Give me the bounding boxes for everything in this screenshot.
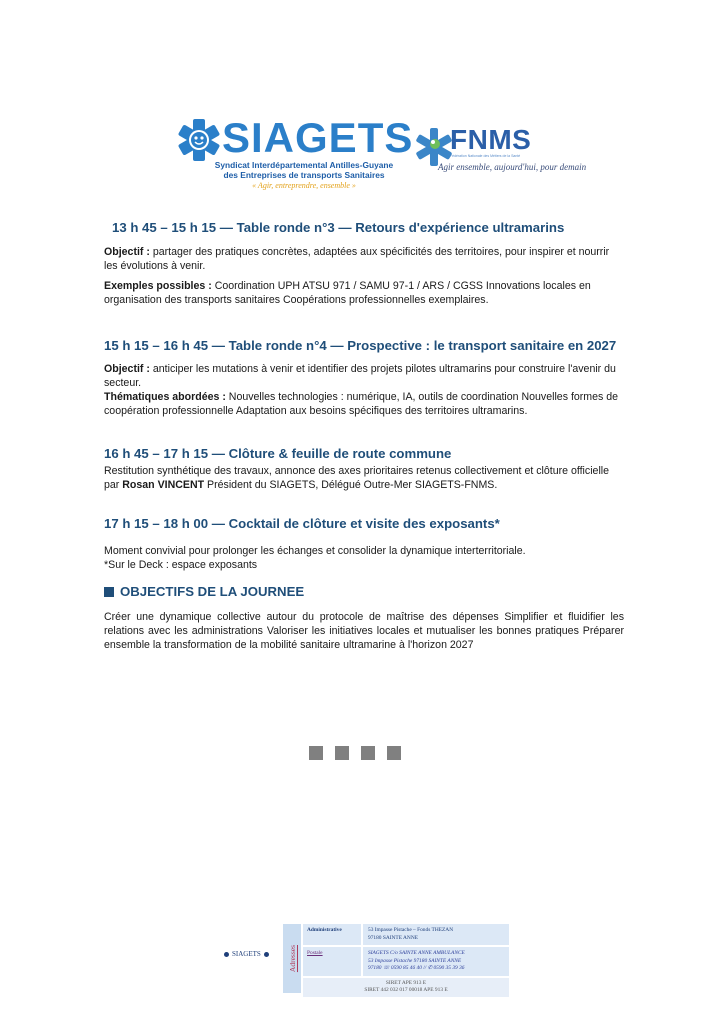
fnms-tagline: Agir ensemble, aujourd'hui, pour demain bbox=[438, 162, 587, 172]
objective-label: Objectif : bbox=[104, 246, 150, 258]
address-row-administrative bbox=[303, 924, 509, 945]
address-rows bbox=[303, 924, 509, 993]
siret-line: SIRET 442 032 017 00018 APE 913 E bbox=[364, 987, 448, 993]
themes-text: Nouvelles technologies : numérique, IA, outils de coordination Nouvelles formes de coopération professionnelle Adaptation aux besoins spécifiques des territoires ultramarins. bbox=[104, 391, 619, 417]
objectives-heading bbox=[104, 584, 624, 600]
address-line: 53 Impasse Pistache – Fonds THEZAN bbox=[368, 927, 454, 933]
session-cloture bbox=[104, 446, 624, 492]
square-bullet-icon bbox=[104, 587, 114, 597]
session-table-ronde-3 bbox=[104, 220, 624, 307]
siagets-subtitle-1: Syndicat Interdépartemental Antilles-Guyane bbox=[214, 160, 394, 170]
fnms-small-text: Fédération Nationale des Métiers de la Santé bbox=[450, 154, 521, 158]
address-line: 97180 SAINTE ANNE bbox=[368, 934, 419, 941]
examples-label: Exemples possibles : bbox=[104, 280, 212, 292]
objectives-title: OBJECTIFS DE LA JOURNEE bbox=[120, 584, 305, 599]
session-themes bbox=[104, 390, 624, 418]
bullet-icon bbox=[264, 952, 269, 957]
bullet-icon bbox=[224, 952, 229, 957]
session-title: 16 h 45 – 17 h 15 — Clôture & feuille de route commune bbox=[104, 446, 452, 461]
fnms-logo bbox=[416, 122, 587, 182]
separator-square-icon bbox=[309, 746, 323, 760]
siret-block bbox=[303, 978, 509, 997]
themes-label: Thématiques abordées : bbox=[104, 391, 226, 403]
objective-text: partager des pratiques concrètes, adaptées aux spécificités des territoires, pour inspirer et nourrir les évolutions à venir. bbox=[104, 246, 610, 272]
siagets-wordmark: SIAGETS bbox=[222, 114, 414, 161]
address-value bbox=[363, 947, 509, 976]
address-line: 53 Impasse Pistache 97180 SAINTE ANNE bbox=[368, 957, 462, 964]
address-label: Administrative bbox=[303, 924, 361, 945]
session-objective bbox=[104, 362, 624, 390]
separator-square-icon bbox=[361, 746, 375, 760]
footer-brand bbox=[224, 950, 269, 958]
address-label: Postale bbox=[303, 947, 361, 976]
session-title: 17 h 15 – 18 h 00 — Cocktail de clôture et visite des exposants* bbox=[104, 516, 500, 531]
description-text-end: Président du SIAGETS, Délégué Outre-Mer SIAGETS-FNMS. bbox=[204, 479, 498, 491]
footer-brand-name: SIAGETS bbox=[232, 950, 261, 958]
address-line: SIAGETS C/o SAINTE ANNE AMBULANCE bbox=[368, 950, 465, 956]
phone-line: 97180 ☏ 0590 85 46 40 // ✆ 0590 35 39 36 bbox=[368, 965, 465, 971]
address-table bbox=[283, 924, 509, 993]
session-examples bbox=[104, 279, 624, 307]
session-cocktail bbox=[104, 516, 624, 572]
fnms-wordmark: FNMS bbox=[450, 124, 532, 155]
session-objective bbox=[104, 245, 624, 273]
speaker-name: Rosan VINCENT bbox=[122, 479, 205, 491]
session-table-ronde-4 bbox=[104, 338, 624, 418]
siagets-logo bbox=[176, 114, 414, 197]
section-separator bbox=[309, 746, 401, 760]
separator-square-icon bbox=[387, 746, 401, 760]
session-description bbox=[104, 544, 624, 572]
star-of-life-icon bbox=[176, 117, 222, 163]
address-side-text: Adresses bbox=[287, 944, 297, 973]
objective-text: anticiper les mutations à venir et identifier des projets pilotes ultramarins pour construire l'avenir du secteur. bbox=[104, 363, 616, 389]
address-value bbox=[363, 924, 509, 945]
session-description bbox=[104, 464, 624, 492]
description-text: Restitution synthétique des travaux, annonce des axes prioritaires retenus collectivement et clôture officielle par bbox=[104, 465, 610, 491]
footnote: *Sur le Deck : espace exposants bbox=[104, 559, 258, 571]
separator-square-icon bbox=[335, 746, 349, 760]
objectives-text: Créer une dynamique collective autour du protocole de maîtrise des dépenses Simplifier et fluidifier les relations avec les administrations Valoriser les initiatives locales et mutualiser les bonnes pratiques Préparer ensemble la transformation de la mobilité sanitaire ultramarine à l'horizon 2027 bbox=[104, 611, 624, 651]
session-title: 15 h 15 – 16 h 45 — Table ronde n°4 — Prospective : le transport sanitaire en 2027 bbox=[104, 338, 617, 353]
description-text: Moment convivial pour prolonger les échanges et consolider la dynamique interterritoriale. bbox=[104, 545, 526, 557]
examples-text: Coordination UPH ATSU 971 / SAMU 97-1 / ARS / CGSS Innovations locales en organisation des transports sanitaires Coopérations professionnelles exemplaires. bbox=[104, 280, 591, 306]
siagets-tagline: « Agir, entreprendre, ensemble » bbox=[252, 181, 356, 190]
siagets-subtitle-2: des Entreprises de transports Sanitaires bbox=[223, 170, 385, 180]
address-row-postale bbox=[303, 947, 509, 976]
objectives-section bbox=[104, 584, 624, 652]
session-title: 13 h 45 – 15 h 15 — Table ronde n°3 — Retours d'expérience ultramarins bbox=[112, 220, 565, 235]
objective-label: Objectif : bbox=[104, 363, 150, 375]
address-side-label bbox=[283, 924, 301, 993]
siret-line: SIRET APE 913 E bbox=[385, 979, 427, 986]
